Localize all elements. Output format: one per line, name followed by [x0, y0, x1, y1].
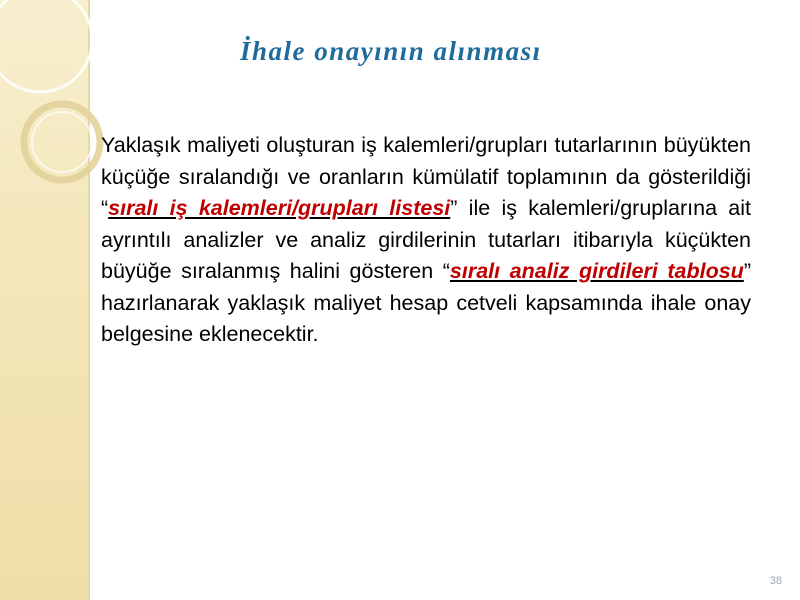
body-paragraph [101, 130, 751, 351]
slide-title: İhale onayının alınması [240, 36, 542, 66]
paragraph-text-3: ” hazırlanarak yaklaşık maliyet hesap cetveli kapsamında ihale onay belgesine eklenecektir. [101, 259, 751, 346]
highlight-term-1: sıralı iş kalemleri/grupları listesi [108, 196, 451, 220]
highlight-term-2: sıralı analiz girdileri tablosu [449, 259, 744, 283]
decorative-ring-outer [0, 0, 92, 92]
paragraph-text-1: Yaklaşık maliyeti oluşturan iş kalemleri/grupları tutarlarının büyükten küçüğe sıralandığı ve oranların kümülatif toplamının da gösterildiği “ [101, 133, 751, 220]
page-number: 38 [769, 575, 782, 587]
paragraph-text-2: ” ile iş kalemleri/gruplarına ait ayrıntılı analizler ve analiz girdilerinin tutarları itibarıyla küçükten büyüğe sıralanmış halini gösteren “ [101, 196, 751, 283]
decorative-ring-lower [24, 104, 100, 180]
decorative-ring-inner [32, 112, 92, 172]
